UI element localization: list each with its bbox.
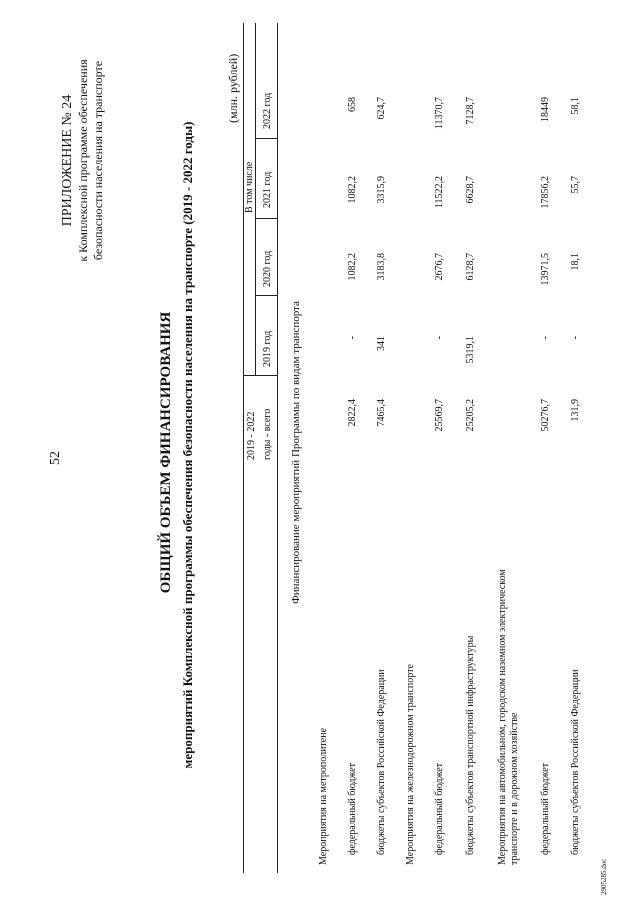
cell-2020: 6128,7: [465, 253, 476, 281]
appendix-title: ПРИЛОЖЕНИЕ № 24: [60, 94, 75, 227]
cell-2022: 58,1: [570, 97, 581, 115]
row-label: бюджеты субъектов транспортной инфраструктуры: [465, 635, 476, 855]
row-label: федеральный бюджет: [347, 762, 358, 855]
col-divider-2: [255, 295, 277, 296]
cell-2021: 3315,9: [376, 176, 387, 204]
group-label-road-2: транспорте и в дорожном хозяйстве: [509, 712, 520, 865]
cell-2022: 11370,7: [434, 97, 445, 130]
col-divider-1: [243, 375, 277, 376]
cell-2021: 17856,2: [540, 176, 551, 209]
cell-2020: 2676,7: [434, 253, 445, 281]
section-header: Финансирование мероприятий Программы по видам транспорта: [290, 301, 302, 604]
cell-total: 25205,2: [465, 399, 476, 432]
cell-2022: 7128,7: [465, 97, 476, 125]
cell-total: 7465,4: [376, 399, 387, 427]
header-bottom-line: [277, 23, 278, 873]
cell-2022: 658: [347, 97, 358, 112]
col-total-header-1: 2019 - 2022: [246, 411, 257, 460]
cell-total: 131,9: [570, 399, 581, 422]
footer-filename: 2905285.doc: [600, 858, 608, 895]
appendix-block: [60, 28, 106, 293]
incl-underline: [255, 23, 256, 376]
cell-2021: 6628,7: [465, 176, 476, 204]
cell-2020: 1082,2: [347, 253, 358, 281]
col-total-header-2: годы - всего: [262, 408, 273, 460]
col-divider-4: [255, 138, 277, 139]
cell-2020: 3183,8: [376, 253, 387, 281]
cell-total: 25569,7: [434, 399, 445, 432]
col-year-2021: 2021 год: [262, 171, 273, 208]
cell-2019: 341: [376, 336, 387, 351]
row-label: бюджеты субъектов Российской Федерации: [376, 669, 387, 855]
appendix-line2: безопасности населения на транспорте: [91, 60, 105, 261]
cell-2020: 13971,5: [540, 253, 551, 286]
doc-subtitle: мероприятий Комплексной программы обеспечения безопасности населения на транспорте (2019 - 2022 годы): [180, 121, 195, 769]
cell-2020: 18,1: [570, 253, 581, 271]
row-label: федеральный бюджет: [540, 762, 551, 855]
row-label: бюджеты субъектов Российской Федерации: [570, 669, 581, 855]
cell-2021: 1082,2: [347, 176, 358, 204]
cell-2019: -: [347, 336, 358, 340]
cell-2019: -: [570, 336, 581, 340]
page-number: 52: [48, 451, 63, 465]
cell-total: 2822,4: [347, 399, 358, 427]
col-year-2022: 2022 год: [262, 92, 273, 129]
cell-2019: -: [434, 336, 445, 340]
doc-title: ОБЩИЙ ОБЪЕМ ФИНАНСИРОВАНИЯ: [158, 311, 174, 594]
cell-2019: -: [540, 336, 551, 340]
col-year-2020: 2020 год: [262, 250, 273, 287]
cell-2021: 55,7: [570, 176, 581, 194]
cell-2019: 5319,1: [465, 336, 476, 364]
col-year-2019: 2019 год: [262, 330, 273, 367]
cell-2022: 18449: [540, 97, 551, 122]
table-top-line: [243, 23, 244, 873]
group-label-metro: Мероприятия на метрополитене: [318, 727, 329, 865]
row-label: федеральный бюджет: [434, 762, 445, 855]
appendix-line1: к Комплексной программе обеспечения: [76, 59, 90, 262]
group-label-rail: Мероприятия на железнодорожном транспорте: [405, 664, 416, 865]
cell-2022: 624,7: [376, 97, 387, 120]
col-incl-header: В том числе: [244, 161, 255, 213]
cell-2021: 11522,2: [434, 176, 445, 209]
col-divider-3: [255, 218, 277, 219]
group-label-road-1: Мероприятия на автомобильном, городском наземном электрическом: [497, 569, 508, 865]
units-label: (млн. рублей): [226, 53, 240, 123]
cell-total: 50276,7: [540, 399, 551, 432]
